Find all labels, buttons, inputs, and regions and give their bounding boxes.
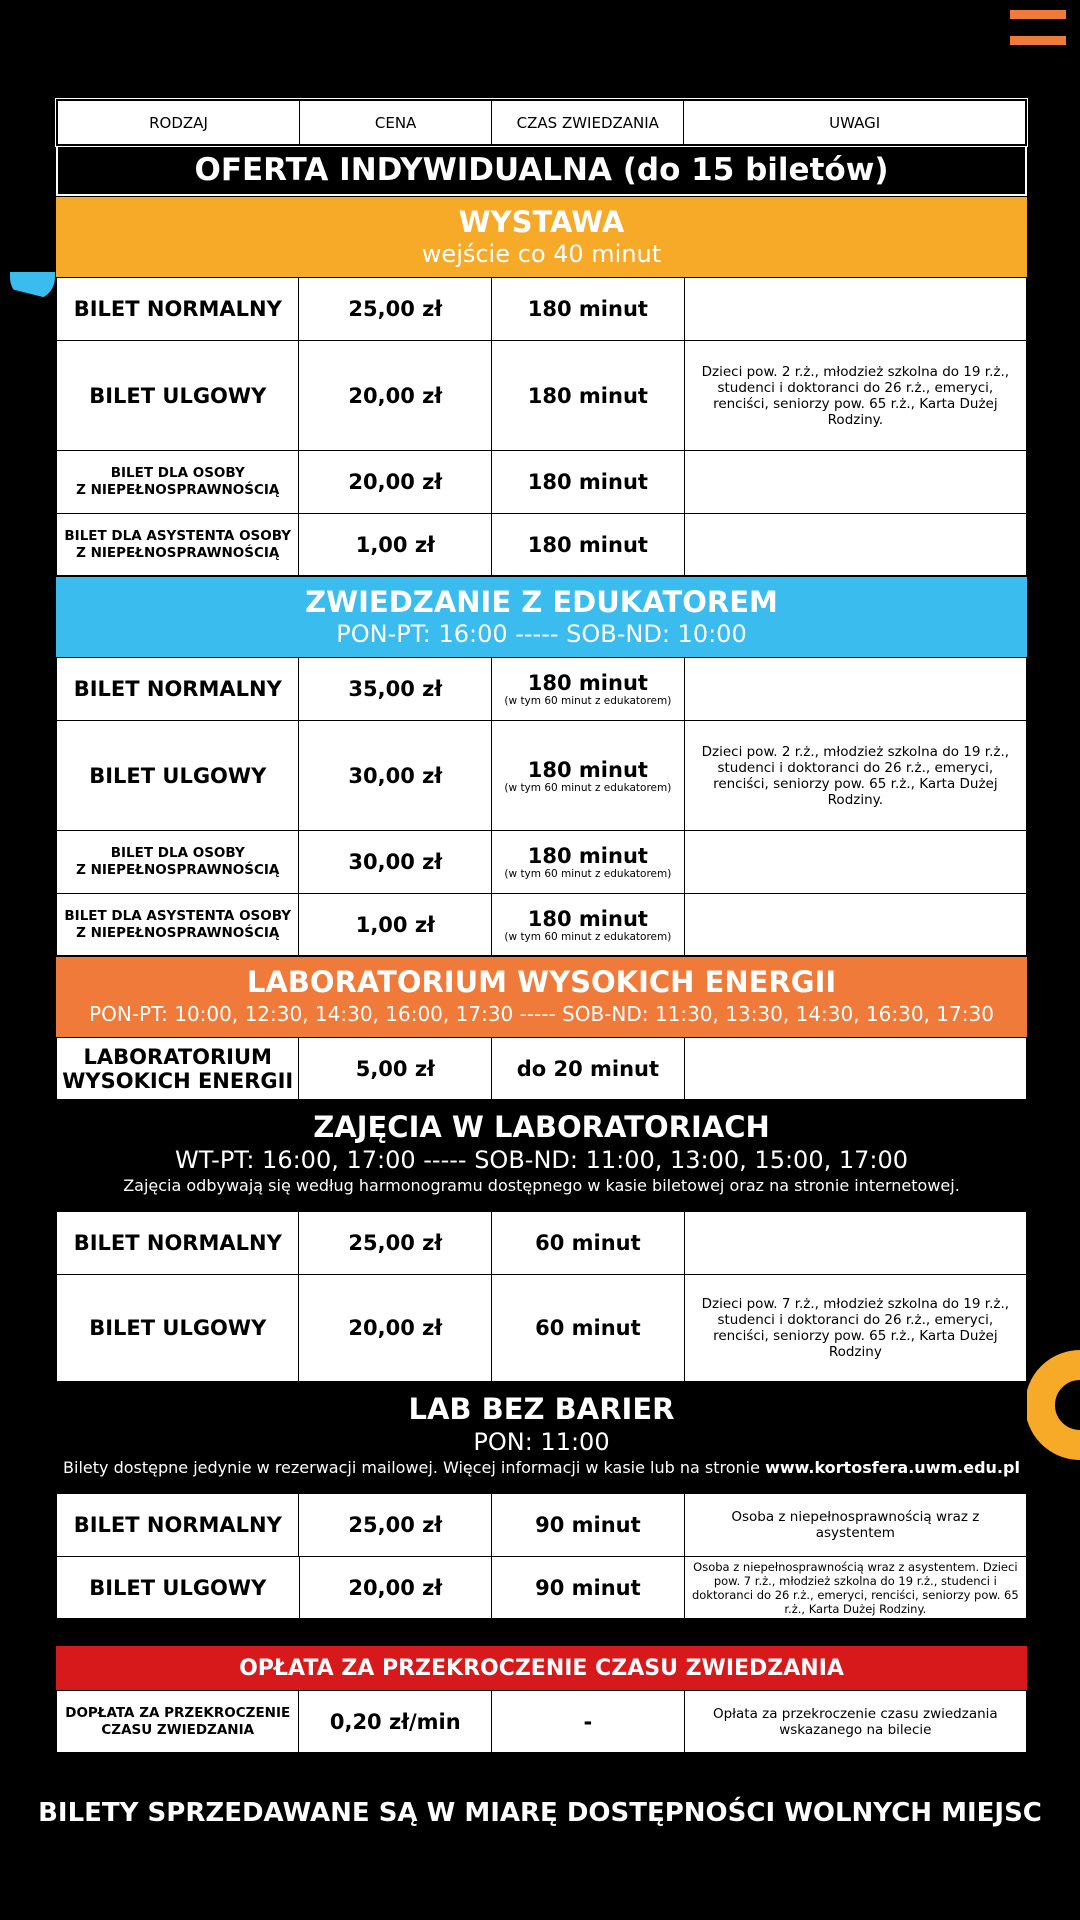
table-row xyxy=(56,340,1027,450)
table-row xyxy=(56,830,1027,893)
section-banner xyxy=(56,196,1027,277)
table-row xyxy=(56,893,1027,956)
ticket-note: Opłata za przekroczenie czasu zwiedzania wskazanego na bilecie xyxy=(684,1691,1026,1752)
table-row xyxy=(56,720,1027,830)
section-subtitle: PON-PT: 16:00 ----- SOB-ND: 10:00 xyxy=(336,620,747,648)
section-zajecia xyxy=(56,1100,1027,1382)
header-cena: CENA xyxy=(299,101,491,144)
ticket-price: 0,20 zł/min xyxy=(298,1691,491,1752)
table-row xyxy=(56,657,1027,720)
section-subtitle: WT-PT: 16:00, 17:00 ----- SOB-ND: 11:00, 13:00, 15:00, 17:00 xyxy=(174,1146,909,1174)
ticket-note: Osoba z niepełnosprawnością wraz z asystentem. Dzieci pow. 7 r.ż., młodzież szkolna do 19 r.ż., studenci i doktoranci do 26 r.ż., emeryci, renciści, seniorzy pow. 65 r.ż., Karta Dużej Rodziny. xyxy=(684,1557,1026,1618)
header-czas: CZAS ZWIEDZANIA xyxy=(491,101,683,144)
section-info: Zajęcia odbywają się według harmonogramu dostępnego w kasie biletowej oraz na stronie internetowej. xyxy=(123,1176,960,1195)
table-row xyxy=(56,277,1027,340)
ticket-time xyxy=(491,721,684,830)
ticket-price: 30,00 zł xyxy=(298,721,491,830)
menu-icon[interactable] xyxy=(1010,10,1066,50)
section-subtitle: wejście co 40 minut xyxy=(421,240,662,268)
ticket-price: 5,00 zł xyxy=(298,1038,491,1099)
ticket-time-value: 180 minut xyxy=(527,532,648,557)
ticket-type: BILET ULGOWY xyxy=(89,383,267,408)
section-info xyxy=(56,1457,1027,1479)
ticket-price: 25,00 zł xyxy=(298,1494,491,1556)
ticket-type: BILET ULGOWY xyxy=(89,763,267,788)
table-row xyxy=(56,1037,1027,1100)
ticket-time xyxy=(491,514,684,575)
ticket-note xyxy=(684,451,1026,513)
ticket-time xyxy=(491,658,684,720)
ticket-type: BILET NORMALNY xyxy=(73,1513,282,1537)
ticket-time-value: 90 minut xyxy=(535,1513,641,1537)
ticket-price: 20,00 zł xyxy=(298,341,491,450)
ticket-type: DOPŁATA ZA PRZEKROCZENIE CZASU ZWIEDZANIA xyxy=(65,1704,291,1738)
ticket-time-value: - xyxy=(583,1709,593,1734)
section-title: LABORATORIUM WYSOKICH ENERGII xyxy=(246,965,837,999)
ticket-time xyxy=(491,1038,684,1099)
ticket-note: Dzieci pow. 7 r.ż., młodzież szkolna do 19 r.ż., studenci i doktoranci do 26 r.ż., emeryci, renciści, seniorzy pow. 65 r.ż., Karta Dużej Rodziny xyxy=(684,1275,1026,1381)
ticket-time xyxy=(491,1275,684,1381)
section-title: ZWIEDZANIE Z EDUKATOREM xyxy=(305,585,778,619)
ticket-note xyxy=(684,278,1026,340)
ticket-time xyxy=(491,831,684,893)
section-oplata xyxy=(56,1646,1027,1753)
table-row xyxy=(56,1493,1027,1556)
ticket-type: BILET NORMALNY xyxy=(73,677,282,701)
ticket-note xyxy=(684,831,1026,893)
table-row xyxy=(56,1556,1027,1619)
ticket-time-value: 60 minut xyxy=(535,1316,641,1340)
ticket-time-value: 180 minut xyxy=(527,383,648,408)
section-bez-barier xyxy=(56,1382,1027,1619)
ticket-note xyxy=(684,1212,1026,1274)
ticket-time xyxy=(491,894,684,955)
website-link[interactable]: www.kortosfera.uwm.edu.pl xyxy=(765,1458,1020,1477)
section-subtitle: PON-PT: 10:00, 12:30, 14:30, 16:00, 17:30 ----- SOB-ND: 11:30, 13:30, 14:30, 16:30, 17:30 xyxy=(89,1002,994,1026)
section-laboratorium xyxy=(56,956,1027,1100)
table-row xyxy=(56,1211,1027,1274)
section-banner xyxy=(56,1100,1027,1211)
ticket-time xyxy=(491,278,684,340)
ticket-time xyxy=(491,341,684,450)
ticket-time-note: (w tym 60 minut z edukatorem) xyxy=(504,868,672,880)
section-info-text: Bilety dostępne jedynie w rezerwacji mailowej. Więcej informacji w kasie lub na stronie xyxy=(63,1458,766,1477)
ticket-type: BILET DLA OSOBY Z NIEPEŁNOSPRAWNOŚCIĄ xyxy=(76,465,280,498)
ticket-price: 1,00 zł xyxy=(298,514,491,575)
ticket-time xyxy=(491,1494,684,1556)
decorative-orange-ring xyxy=(1025,1350,1080,1460)
ticket-time xyxy=(491,1557,684,1618)
section-banner xyxy=(56,1382,1027,1493)
ticket-note xyxy=(684,894,1026,955)
table-row xyxy=(56,1690,1027,1753)
section-title: ZAJĘCIA W LABORATORIACH xyxy=(313,1110,770,1144)
section-title: WYSTAWA xyxy=(458,205,625,239)
ticket-time-value: 180 minut xyxy=(527,844,648,868)
ticket-time-value: 180 minut xyxy=(527,757,648,782)
price-table xyxy=(56,99,1027,1753)
header-uwagi: UWAGI xyxy=(683,101,1025,144)
table-row xyxy=(56,450,1027,513)
ticket-note: Dzieci pow. 2 r.ż., młodzież szkolna do 19 r.ż., studenci i doktoranci do 26 r.ż., emeryci, renciści, seniorzy pow. 65 r.ż., Karta Dużej Rodziny. xyxy=(684,721,1026,830)
ticket-type: BILET NORMALNY xyxy=(73,297,282,321)
ticket-time xyxy=(491,1212,684,1274)
decorative-blue-shape xyxy=(10,272,55,300)
ticket-type: BILET DLA ASYSTENTA OSOBY Z NIEPEŁNOSPRAWNOŚCIĄ xyxy=(64,527,292,561)
ticket-price: 1,00 zł xyxy=(298,894,491,955)
table-row xyxy=(56,1274,1027,1382)
ticket-time-value: 180 minut xyxy=(527,671,648,695)
ticket-price: 20,00 zł xyxy=(298,1275,491,1381)
ticket-time-value: 90 minut xyxy=(535,1575,641,1600)
ticket-time xyxy=(491,1691,684,1752)
ticket-note xyxy=(684,658,1026,720)
ticket-price: 25,00 zł xyxy=(298,278,491,340)
table-row xyxy=(56,513,1027,576)
ticket-type: BILET DLA ASYSTENTA OSOBY Z NIEPEŁNOSPRAWNOŚCIĄ xyxy=(64,907,292,941)
header-rodzaj: RODZAJ xyxy=(149,113,208,132)
section-title: LAB BEZ BARIER xyxy=(408,1392,675,1426)
ticket-time-value: 180 minut xyxy=(527,297,648,321)
ticket-note xyxy=(684,1038,1026,1099)
footer-note: BILETY SPRZEDAWANE SĄ W MIARĘ DOSTĘPNOŚCI WOLNYCH MIEJSC xyxy=(38,1798,1042,1828)
ticket-time xyxy=(491,451,684,513)
section-banner xyxy=(56,576,1027,657)
section-wystawa xyxy=(56,196,1027,576)
ticket-time-value: do 20 minut xyxy=(516,1056,660,1081)
offer-title: OFERTA INDYWIDUALNA (do 15 biletów) xyxy=(56,146,1027,196)
ticket-price: 35,00 zł xyxy=(298,658,491,720)
table-header xyxy=(56,99,1027,146)
ticket-type: BILET NORMALNY xyxy=(73,1231,282,1255)
ticket-price: 25,00 zł xyxy=(298,1212,491,1274)
section-subtitle: PON: 11:00 xyxy=(473,1428,610,1456)
ticket-type: LABORATORIUM WYSOKICH ENERGII xyxy=(62,1044,294,1093)
ticket-time-value: 180 minut xyxy=(527,470,648,494)
ticket-note xyxy=(684,514,1026,575)
section-edukator xyxy=(56,576,1027,956)
ticket-price: 20,00 zł xyxy=(299,1557,492,1618)
ticket-type: BILET ULGOWY xyxy=(89,1575,267,1600)
ticket-type: BILET ULGOWY xyxy=(89,1316,267,1340)
section-title: OPŁATA ZA PRZEKROCZENIE CZASU ZWIEDZANIA xyxy=(56,1646,1027,1690)
ticket-price: 30,00 zł xyxy=(298,831,491,893)
ticket-price: 20,00 zł xyxy=(298,451,491,513)
ticket-type: BILET DLA OSOBY Z NIEPEŁNOSPRAWNOŚCIĄ xyxy=(76,845,280,878)
ticket-time-value: 180 minut xyxy=(527,906,648,931)
ticket-time-note: (w tym 60 minut z edukatorem) xyxy=(504,695,672,707)
ticket-time-note: (w tym 60 minut z edukatorem) xyxy=(504,930,672,943)
section-banner xyxy=(56,956,1027,1037)
ticket-time-value: 60 minut xyxy=(535,1231,641,1255)
ticket-note: Dzieci pow. 2 r.ż., młodzież szkolna do 19 r.ż., studenci i doktoranci do 26 r.ż., emeryci, renciści, seniorzy pow. 65 r.ż., Karta Dużej Rodziny. xyxy=(684,341,1026,450)
ticket-note: Osoba z niepełnosprawnością wraz z asystentem xyxy=(684,1494,1026,1556)
ticket-time-note: (w tym 60 minut z edukatorem) xyxy=(504,781,672,794)
